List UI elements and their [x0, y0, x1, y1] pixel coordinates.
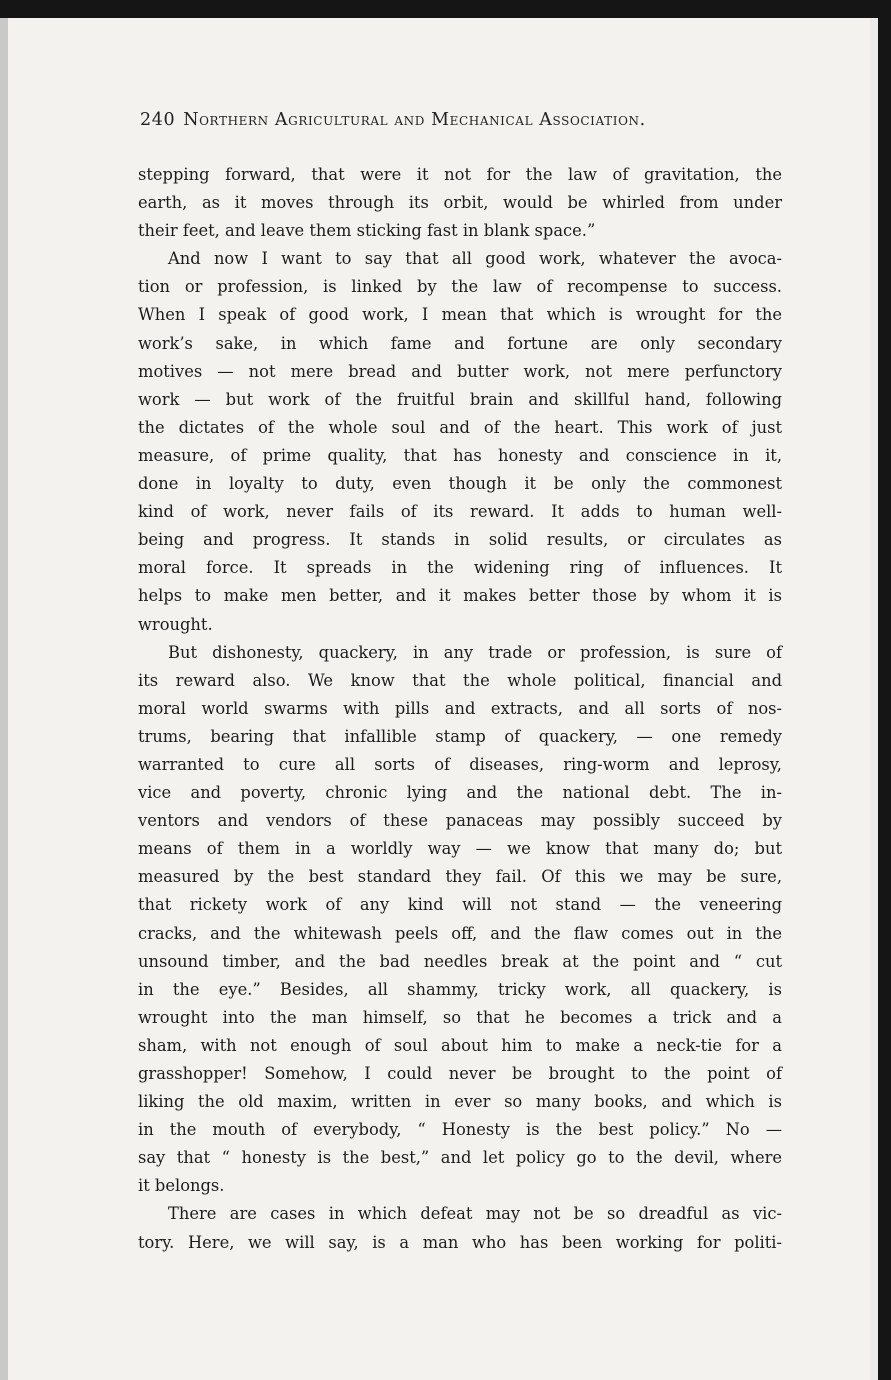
- text-line: motives — not mere bread and butter work, not mere perfunctory: [138, 361, 782, 381]
- text-line: its reward also. We know that the whole political, financial and: [138, 670, 782, 690]
- text-line: And now I want to say that all good work, whatever the avoca-: [168, 249, 782, 269]
- text-line: tion or profession, is linked by the law of recompense to success.: [138, 277, 782, 297]
- text-line: it belongs.: [138, 1176, 225, 1196]
- text-line: helps to make men better, and it makes better those by whom it is: [138, 586, 782, 606]
- running-head: [140, 110, 780, 130]
- text-line: ventors and vendors of these panaceas may possibly succeed by: [138, 811, 782, 831]
- text-line: moral world swarms with pills and extracts, and all sorts of nos-: [138, 698, 782, 718]
- text-line: kind of work, never fails of its reward. It adds to human well-: [138, 502, 782, 522]
- scanner-top-border: [0, 0, 891, 18]
- text-line: measure, of prime quality, that has honesty and conscience in it,: [138, 445, 782, 465]
- running-title: Northern Agricultural and Mechanical Association.: [183, 110, 646, 130]
- text-line: grasshopper! Somehow, I could never be brought to the point of: [138, 1064, 782, 1083]
- text-line: But dishonesty, quackery, in any trade or profession, is sure of: [168, 642, 782, 662]
- text-line: work’s sake, in which fame and fortune are only secondary: [138, 333, 782, 353]
- page-number: 240: [140, 110, 176, 130]
- text-line: There are cases in which defeat may not be so dreadful as vic-: [168, 1204, 782, 1224]
- text-line: wrought.: [138, 614, 213, 634]
- text-line: wrought into the man himself, so that he becomes a trick and a: [138, 1007, 782, 1027]
- text-line: measured by the best standard they fail. Of this we may be sure,: [138, 867, 782, 887]
- text-line: earth, as it moves through its orbit, would be whirled from under: [138, 193, 782, 213]
- text-line: in the eye.” Besides, all shammy, tricky work, all quackery, is: [138, 979, 782, 999]
- text-line: trums, bearing that infallible stamp of quackery, — one remedy: [138, 726, 782, 746]
- text-line: that rickety work of any kind will not stand — the veneering: [138, 895, 782, 915]
- text-line: stepping forward, that were it not for the law of gravitation, the: [138, 165, 782, 184]
- text-line: in the mouth of everybody, “ Honesty is the best policy.” No —: [138, 1120, 782, 1140]
- text-line: done in loyalty to duty, even though it be only the commonest: [138, 474, 782, 494]
- scanner-right-border: [878, 0, 891, 1380]
- text-line: moral force. It spreads in the widening ring of influences. It: [138, 558, 782, 578]
- text-line: When I speak of good work, I mean that which is wrought for the: [138, 305, 782, 325]
- body-text: [138, 161, 782, 1257]
- text-line: being and progress. It stands in solid results, or circulates as: [138, 530, 782, 550]
- text-line: cracks, and the whitewash peels off, and the flaw comes out in the: [138, 923, 782, 943]
- text-line: means of them in a worldly way — we know that many do; but: [138, 839, 782, 859]
- text-line: the dictates of the whole soul and of the heart. This work of just: [138, 417, 782, 437]
- text-line: sham, with not enough of soul about him to make a neck-tie for a: [138, 1035, 782, 1055]
- text-line: unsound timber, and the bad needles break at the point and “ cut: [138, 951, 782, 971]
- text-line: their feet, and leave them sticking fast in blank space.”: [138, 221, 596, 241]
- text-line: vice and poverty, chronic lying and the national debt. The in-: [138, 783, 782, 803]
- text-line: warranted to cure all sorts of diseases, ring-worm and leprosy,: [138, 754, 782, 774]
- text-line: liking the old maxim, written in ever so many books, and which is: [138, 1092, 782, 1112]
- text-line: tory. Here, we will say, is a man who has been working for politi-: [138, 1232, 782, 1252]
- text-line: work — but work of the fruitful brain and skillful hand, following: [138, 389, 782, 409]
- text-line: say that “ honesty is the best,” and let policy go to the devil, where: [138, 1148, 782, 1168]
